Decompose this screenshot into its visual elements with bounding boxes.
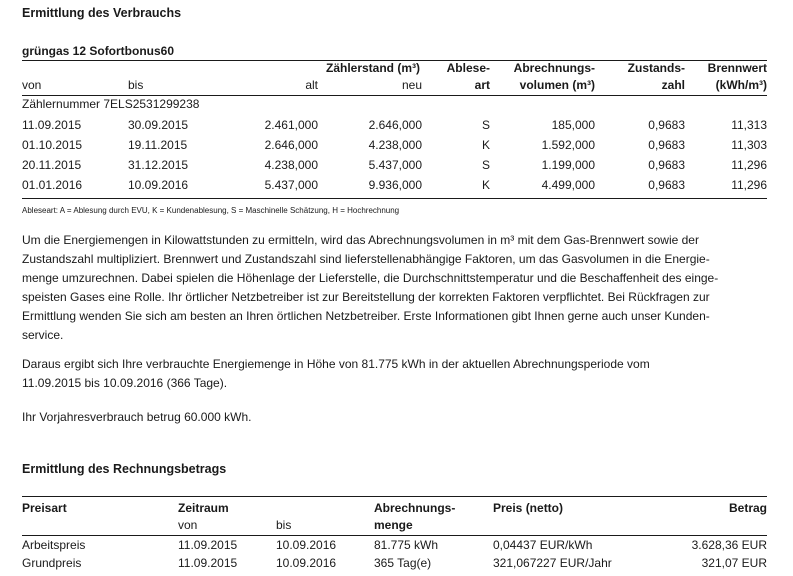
invoice-header-price-type: Preisart xyxy=(22,501,67,515)
header-bottom-rule xyxy=(22,95,767,96)
header-calorific-2: (kWh/m³) xyxy=(715,78,767,92)
cell-to: 10.09.2016 xyxy=(128,178,189,192)
cell-state: 0,9683 xyxy=(648,158,685,172)
cell-volume: 4.499,000 xyxy=(541,178,595,192)
tariff-name: grüngas 12 Sofortbonus60 xyxy=(22,44,175,58)
explanation-paragraph xyxy=(22,231,770,345)
invoice-cell-qty: 365 Tag(e) xyxy=(374,556,432,570)
previous-year-paragraph: Ihr Vorjahresverbrauch betrug 60.000 kWh. xyxy=(22,410,252,424)
cell-old: 4.238,000 xyxy=(264,158,318,172)
table-row xyxy=(0,158,793,178)
cell-calorific: 11,313 xyxy=(731,118,767,132)
header-from: von xyxy=(22,78,42,92)
invoice-header-period: Zeitraum xyxy=(178,501,229,515)
invoice-header-amount: Betrag xyxy=(728,501,767,515)
header-old: alt xyxy=(305,78,318,92)
cell-old: 2.646,000 xyxy=(264,138,318,152)
cell-to: 31.12.2015 xyxy=(128,158,189,172)
cell-new: 9.936,000 xyxy=(368,178,422,192)
table-row xyxy=(0,118,793,138)
cell-new: 2.646,000 xyxy=(368,118,422,132)
invoice-header-to: bis xyxy=(276,518,292,532)
cell-state: 0,9683 xyxy=(648,138,685,152)
cell-type: K xyxy=(481,178,490,192)
table-row xyxy=(0,178,793,198)
invoice-cell-to: 10.09.2016 xyxy=(276,538,337,552)
invoice-header-from: von xyxy=(178,518,198,532)
cell-from: 01.01.2016 xyxy=(22,178,83,192)
header-billing-volume-2: volumen (m³) xyxy=(519,78,595,92)
header-to: bis xyxy=(128,78,144,92)
header-new: neu xyxy=(401,78,422,92)
paragraph-line: 11.09.2015 bis 10.09.2016 (366 Tage). xyxy=(22,376,228,390)
consumption-section-title: Ermittlung des Verbrauchs xyxy=(22,6,182,20)
invoice-cell-type: Grundpreis xyxy=(22,556,82,570)
cell-calorific: 11,296 xyxy=(731,178,767,192)
invoice-cell-type: Arbeitspreis xyxy=(22,538,86,552)
invoice-section-title: Ermittlung des Rechnungsbetrags xyxy=(22,462,227,476)
paragraph-line: menge umzurechnen. Dabei spielen die Höhenlage der Lieferstelle, die Durchschnittstemperatur und die Beschaffenheit des einge- xyxy=(22,271,719,285)
cell-to: 19.11.2015 xyxy=(128,138,188,152)
meter-number: Zählernummer 7ELS2531299238 xyxy=(22,97,200,111)
table-row xyxy=(0,138,793,158)
header-billing-volume-1: Abrechnungs- xyxy=(513,61,595,75)
invoice-header-top-rule xyxy=(22,496,767,497)
invoice-row xyxy=(0,538,793,558)
invoice-header-qty-2: menge xyxy=(374,518,413,532)
table-bottom-rule xyxy=(22,198,767,199)
reading-type-footnote: Ableseart: A = Ablesung durch EVU, K = Kundenablesung, S = Maschinelle Schätzung, H = Hochrechnung xyxy=(22,206,400,215)
cell-from: 11.09.2015 xyxy=(22,118,82,132)
cell-calorific: 11,303 xyxy=(731,138,767,152)
invoice-row xyxy=(0,556,793,576)
invoice-cell-price: 321,067227 EUR/Jahr xyxy=(493,556,612,570)
cell-type: S xyxy=(481,158,490,172)
paragraph-line: service. xyxy=(22,328,64,342)
cell-new: 4.238,000 xyxy=(368,138,422,152)
cell-old: 5.437,000 xyxy=(264,178,318,192)
invoice-header-qty-1: Abrechnungs- xyxy=(374,501,456,515)
header-meter-reading: Zählerstand (m³) xyxy=(325,61,420,75)
invoice-cell-to: 10.09.2016 xyxy=(276,556,337,570)
paragraph-line: Daraus ergibt sich Ihre verbrauchte Energiemenge in Höhe von 81.775 kWh in der aktuellen Abrechnungsperiode vom xyxy=(22,357,650,371)
cell-from: 20.11.2015 xyxy=(22,158,82,172)
header-calorific-1: Brennwert xyxy=(707,61,767,75)
paragraph-line: Um die Energiemengen in Kilowattstunden zu ermitteln, wird das Abrechnungsvolumen in m³ mit dem Gas-Brennwert sowie der xyxy=(22,233,699,247)
header-state-number-1: Zustands- xyxy=(627,61,685,75)
header-reading-type-2: art xyxy=(474,78,490,92)
energy-total-paragraph xyxy=(22,355,770,393)
invoice-header-price: Preis (netto) xyxy=(493,501,564,515)
cell-to: 30.09.2015 xyxy=(128,118,189,132)
cell-state: 0,9683 xyxy=(648,178,685,192)
cell-volume: 185,000 xyxy=(551,118,595,132)
header-reading-type-1: Ablese- xyxy=(446,61,490,75)
cell-calorific: 11,296 xyxy=(731,158,767,172)
invoice-cell-price: 0,04437 EUR/kWh xyxy=(493,538,593,552)
invoice-cell-amount: 3.628,36 EUR xyxy=(691,538,767,552)
paragraph-line: speisten Gases eine Rolle. Ihr örtlicher Netzbetreiber ist zur Bereitstellung der korrekten Faktoren verpflichtet. Bei Rückfragen zur xyxy=(22,290,710,304)
invoice-header-bottom-rule xyxy=(22,535,767,536)
invoice-cell-qty: 81.775 kWh xyxy=(374,538,439,552)
cell-volume: 1.199,000 xyxy=(541,158,595,172)
cell-type: S xyxy=(481,118,490,132)
header-state-number-2: zahl xyxy=(661,78,685,92)
cell-from: 01.10.2015 xyxy=(22,138,83,152)
invoice-cell-from: 11.09.2015 xyxy=(178,556,238,570)
cell-volume: 1.592,000 xyxy=(541,138,595,152)
cell-old: 2.461,000 xyxy=(264,118,318,132)
cell-state: 0,9683 xyxy=(648,118,685,132)
paragraph-line: Zustandszahl multipliziert. Brennwert und Zustandszahl sind lieferstellenabhängige Faktoren, um das Gasvolumen in die Energie- xyxy=(22,252,710,266)
cell-type: K xyxy=(481,138,490,152)
paragraph-line: Ermittlung wenden Sie sich am besten an Ihren örtlichen Netzbetreiber. Erste Informationen gibt Ihnen gerne auch unser Kunden- xyxy=(22,309,710,323)
cell-new: 5.437,000 xyxy=(368,158,422,172)
invoice-cell-amount: 321,07 EUR xyxy=(701,556,767,570)
invoice-cell-from: 11.09.2015 xyxy=(178,538,238,552)
